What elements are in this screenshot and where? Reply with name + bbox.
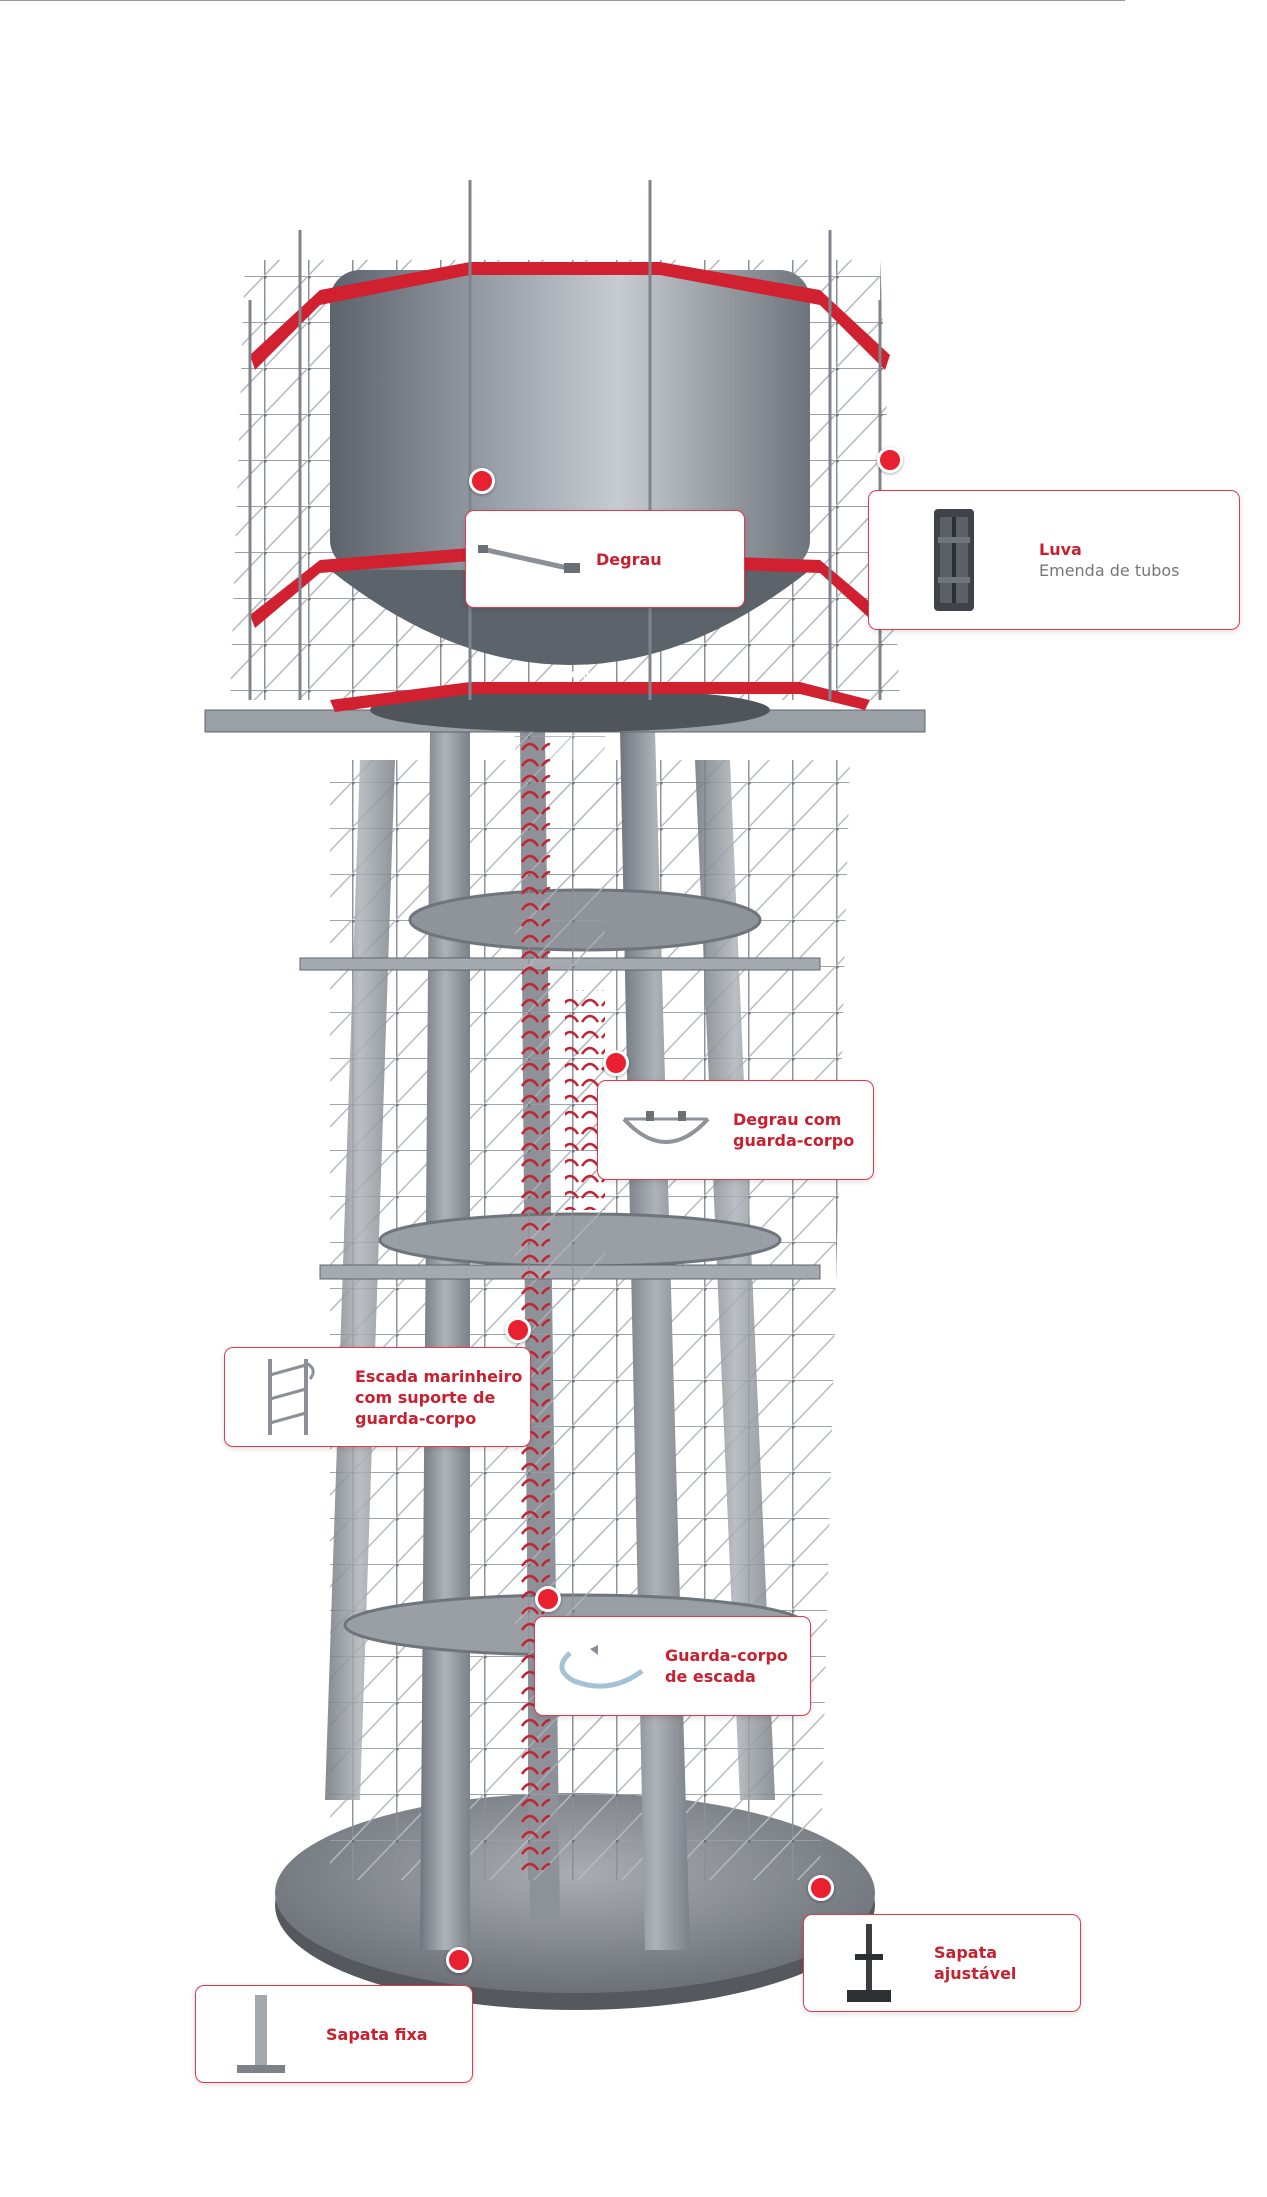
step-guardrail-icon (598, 1105, 733, 1155)
callout-luva[interactable] (868, 490, 1240, 630)
callout-subtitle: Emenda de tubos (1039, 561, 1180, 580)
callout-guarda-corpo-escada[interactable] (534, 1616, 811, 1716)
hotspot-guarda-corpo-escada[interactable] (535, 1586, 561, 1612)
callout-title: Guarda-corpo de escada (665, 1646, 788, 1686)
brand-label: Metax (560, 666, 597, 681)
adjustable-base-icon (804, 1920, 934, 2006)
hotspot-degrau-guarda-corpo[interactable] (603, 1050, 629, 1076)
callout-degrau-guarda-corpo[interactable] (597, 1080, 874, 1180)
callout-title: Luva (1039, 540, 1082, 559)
hotspot-degrau[interactable] (469, 468, 495, 494)
hotspot-sapata-ajustavel[interactable] (808, 1875, 834, 1901)
hotspot-escada-marinheiro[interactable] (505, 1317, 531, 1343)
step-rung-icon (466, 539, 596, 579)
callout-escada-marinheiro[interactable] (224, 1347, 531, 1447)
callout-title: Degrau com guarda-corpo (733, 1110, 855, 1150)
fixed-base-icon (196, 1991, 326, 2077)
ladder-icon (225, 1355, 355, 1439)
brand-label: Metax (560, 246, 597, 261)
callout-degrau[interactable] (465, 510, 745, 608)
stair-guardrail-icon (535, 1641, 665, 1691)
callout-title: Escada marinheiro com suporte de guarda-corpo (355, 1366, 523, 1428)
tube-coupler-icon (869, 507, 1039, 613)
callout-title: Sapata ajustável (934, 1943, 1017, 1983)
callout-title: Degrau (596, 549, 662, 569)
callout-title: Sapata fixa (326, 2024, 428, 2044)
hotspot-luva[interactable] (877, 447, 903, 473)
callout-sapata-ajustavel[interactable] (803, 1914, 1081, 2012)
callout-sapata-fixa[interactable] (195, 1985, 473, 2083)
hotspot-sapata-fixa[interactable] (446, 1947, 472, 1973)
